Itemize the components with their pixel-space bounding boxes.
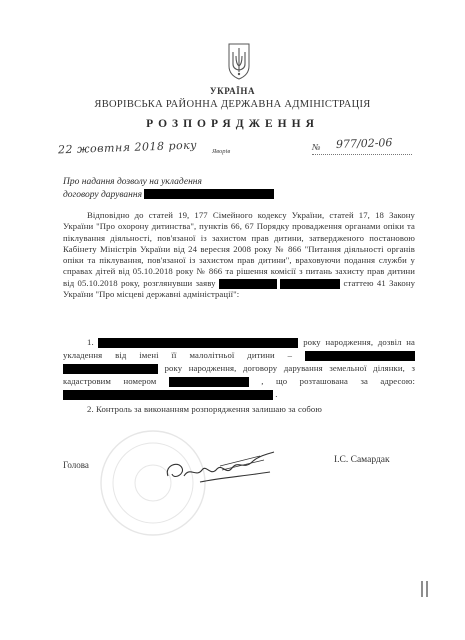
- handwritten-number: 977/02-06: [335, 136, 393, 151]
- pen-mark: [420, 580, 430, 598]
- agency-heading: ЯВОРІВСЬКА РАЙОННА ДЕРЖАВНА АДМІНІСТРАЦІЯ: [94, 99, 371, 110]
- redaction-bar: [169, 377, 249, 387]
- intro-text-b: статтею 41 Закону України "Про місцеві державні адміністрації":: [63, 277, 416, 300]
- city-label: Яворів: [212, 148, 231, 155]
- document-type-heading: РОЗПОРЯДЖЕННЯ: [146, 118, 319, 130]
- country-heading: УКРАЇНА: [209, 86, 256, 96]
- item-1-paragraph: [63, 336, 415, 401]
- item-1-number: 1.: [87, 337, 94, 347]
- redaction-bar: [219, 279, 277, 289]
- redaction-bar: [63, 364, 158, 374]
- redaction-bar: [63, 390, 273, 400]
- subject-line-1: Про надання дозволу на укладення: [63, 177, 202, 187]
- item-1-text-1: року народження, дозвіл на укладення від імені її малолітньої дитини –: [63, 337, 415, 360]
- intro-text-a: Відповідно до статей 19, 177 Сімейного кодексу України, статей 17, 18 Закону України "Про охорону дитинства", пунктів 66, 67 Порядку провадження органами опіки та піклування діяльності, пов'язаної із захистом прав дитини, затвердженого постановою Кабінету Міністрів України від 24 вересня 2008 року № 866 "Питання діяльності органів опіки та піклування, пов'язаної із захистом прав дитини", враховуючи подання служби у справах дітей від 05.10.2018 року № 866 та рішення комісії з питань захисту прав дитини від 05.10.2018 року, розглянувши заяву: [63, 210, 415, 288]
- subject-block: [63, 176, 293, 201]
- subject-line-2-text: договору дарування: [63, 189, 143, 200]
- redaction-bar: [98, 338, 298, 348]
- redaction-bar: [144, 189, 274, 199]
- number-prefix: №: [312, 142, 321, 152]
- redaction-bar: [280, 279, 340, 289]
- coat-of-arms-icon: [226, 42, 252, 80]
- item-2-paragraph: 2. Контроль за виконанням розпорядження залишаю за собою: [87, 404, 322, 414]
- subject-line-2: [63, 189, 293, 202]
- signatory-title: Голова: [63, 460, 89, 470]
- intro-paragraph: [63, 210, 415, 300]
- redaction-bar: [305, 351, 415, 361]
- item-1-text-2: року народження, договору дарування земельної ділянки, з кадастровим номером: [63, 363, 415, 386]
- item-1-text-3: , що розташована за адресою:: [261, 376, 415, 386]
- signatory-name: І.С. Самардак: [334, 455, 390, 465]
- handwritten-date: 22 жовтня 2018 року: [57, 138, 198, 157]
- handwritten-signature: [160, 446, 280, 488]
- item-1-text-4: .: [275, 389, 278, 399]
